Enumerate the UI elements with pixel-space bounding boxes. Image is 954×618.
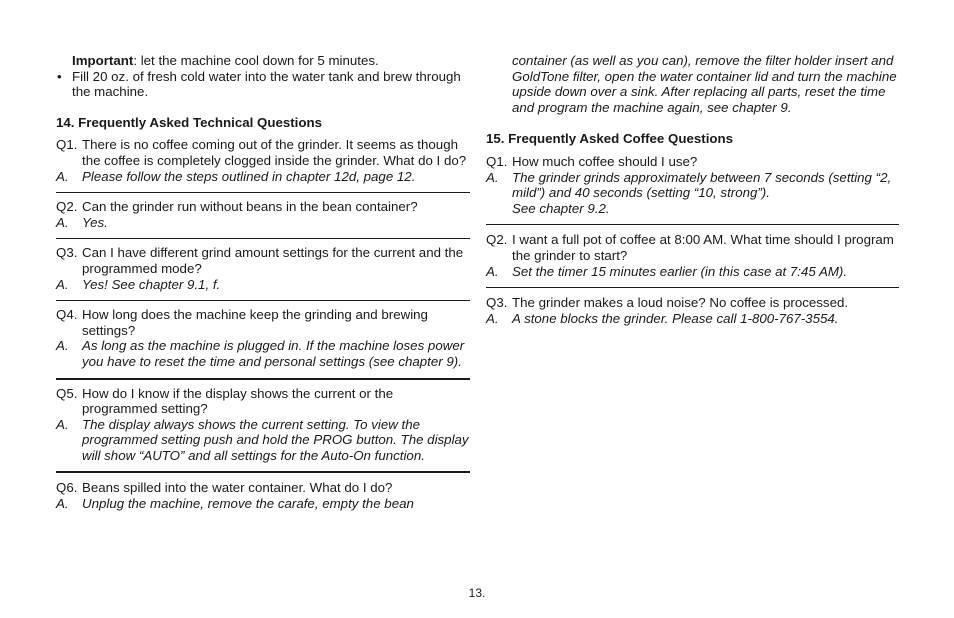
- answer-label: A.: [56, 496, 69, 512]
- faq-item: [56, 137, 470, 184]
- faq-item: [56, 480, 470, 511]
- faq-answer: [56, 338, 470, 369]
- question-label: Q1.: [486, 153, 508, 169]
- faq-item: [486, 295, 899, 326]
- divider: [56, 192, 470, 193]
- question-text: How do I know if the display shows the current or the programmed setting?: [82, 385, 394, 417]
- faq-question: [56, 480, 470, 496]
- faq-question: [56, 386, 470, 417]
- answer-label: A.: [56, 214, 69, 230]
- faq-item: [56, 199, 470, 230]
- faq-answer: [486, 170, 899, 201]
- divider: [56, 238, 470, 239]
- important-note: [56, 53, 470, 69]
- answer-text: Yes! See chapter 9.1, f.: [82, 276, 221, 292]
- question-label: Q3.: [56, 245, 78, 261]
- question-text: There is no coffee coming out of the grinder. It seems as though the coffee is completely clogged inside the grinder. What do I do?: [82, 137, 467, 168]
- faq-answer: [486, 264, 899, 280]
- question-label: Q3.: [486, 295, 508, 311]
- answer-text: Please follow the steps outlined in chapter 12d, page 12.: [82, 168, 416, 184]
- answer-label: A.: [56, 168, 69, 184]
- divider: [486, 287, 899, 288]
- answer-text: A stone blocks the grinder. Please call 1-800-767-3554.: [512, 310, 839, 326]
- question-label: Q5.: [56, 385, 78, 401]
- faq-item: [56, 245, 470, 292]
- question-text: Beans spilled into the water container. What do I do?: [82, 480, 393, 496]
- faq-question: [56, 245, 470, 276]
- faq-answer: [486, 311, 899, 327]
- faq-answer-note: See chapter 9.2.: [512, 200, 610, 216]
- answer-label: A.: [56, 416, 69, 432]
- question-text: How much coffee should I use?: [512, 153, 698, 169]
- question-label: Q6.: [56, 480, 78, 496]
- faq-item: [486, 154, 899, 216]
- faq-question: [56, 199, 470, 215]
- faq-item: [486, 232, 899, 279]
- answer-text: Set the timer 15 minutes earlier (in this case at 7:45 AM).: [512, 263, 848, 279]
- answer-label: A.: [486, 263, 499, 279]
- answer-label: A.: [486, 310, 499, 326]
- faq-item: [56, 386, 470, 464]
- question-label: Q4.: [56, 307, 78, 323]
- question-text: Can I have different grind amount settings for the current and the programmed mode?: [82, 245, 464, 276]
- faq-answer: [56, 169, 470, 185]
- answer-label: A.: [56, 338, 69, 354]
- divider: [56, 471, 470, 473]
- faq-question: [486, 154, 899, 170]
- section-heading-technical: 14. Frequently Asked Technical Questions: [56, 114, 323, 130]
- answer-text: The grinder grinds approximately between 7 seconds (setting “2, mild”) and 40 seconds (setting “10, strong”).: [512, 169, 892, 201]
- question-text: Can the grinder run without beans in the bean container?: [82, 199, 418, 215]
- answer-label: A.: [486, 169, 499, 185]
- right-column: [486, 53, 899, 326]
- answer-label: A.: [56, 276, 69, 292]
- question-text: I want a full pot of coffee at 8:00 AM. What time should I program the grinder to start?: [512, 232, 894, 263]
- faq-question: [486, 232, 899, 263]
- bullet-dot: •: [57, 68, 62, 84]
- faq-answer: [56, 215, 470, 231]
- question-label: Q2.: [486, 232, 508, 248]
- answer-text: As long as the machine is plugged in. If the machine loses power you have to reset the time and personal settings (see chapter 9).: [82, 338, 465, 369]
- question-text: The grinder makes a loud noise? No coffee is processed.: [512, 295, 849, 311]
- answer-text: Yes.: [82, 214, 108, 230]
- faq-item: [56, 307, 470, 369]
- divider: [56, 300, 470, 301]
- faq-question: [56, 307, 470, 338]
- faq-question: [56, 137, 470, 168]
- question-text: How long does the machine keep the grinding and brewing settings?: [82, 307, 428, 338]
- question-label: Q1.: [56, 137, 78, 153]
- faq-answer: [56, 277, 470, 293]
- divider: [486, 224, 899, 225]
- bullet-text: Fill 20 oz. of fresh cold water into the water tank and brew through the machine.: [72, 68, 461, 100]
- important-text: : let the machine cool down for 5 minutes.: [133, 53, 379, 68]
- bullet-item: [56, 69, 470, 100]
- important-label: Important: [72, 53, 134, 68]
- question-label: Q2.: [56, 199, 78, 215]
- faq-answer: [56, 417, 470, 464]
- answer-text: Unplug the machine, remove the carafe, empty the bean: [82, 496, 414, 512]
- divider: [56, 378, 470, 380]
- answer-continuation: container (as well as you can), remove the filter holder insert and GoldTone filter, open the water container lid and turn the machine upside down over a sink. After replacing all parts, reset the time and program the machine again, see chapter 9.: [512, 53, 897, 115]
- faq-question: [486, 295, 899, 311]
- page-number: 13.: [468, 586, 486, 600]
- faq-answer: [56, 496, 470, 512]
- answer-text: The display always shows the current setting. To view the programmed setting push and hold the PROG button. The display will show “AUTO” and all settings for the Auto-On function.: [82, 416, 469, 463]
- section-heading-coffee: 15. Frequently Asked Coffee Questions: [486, 131, 734, 147]
- left-column: [56, 53, 470, 512]
